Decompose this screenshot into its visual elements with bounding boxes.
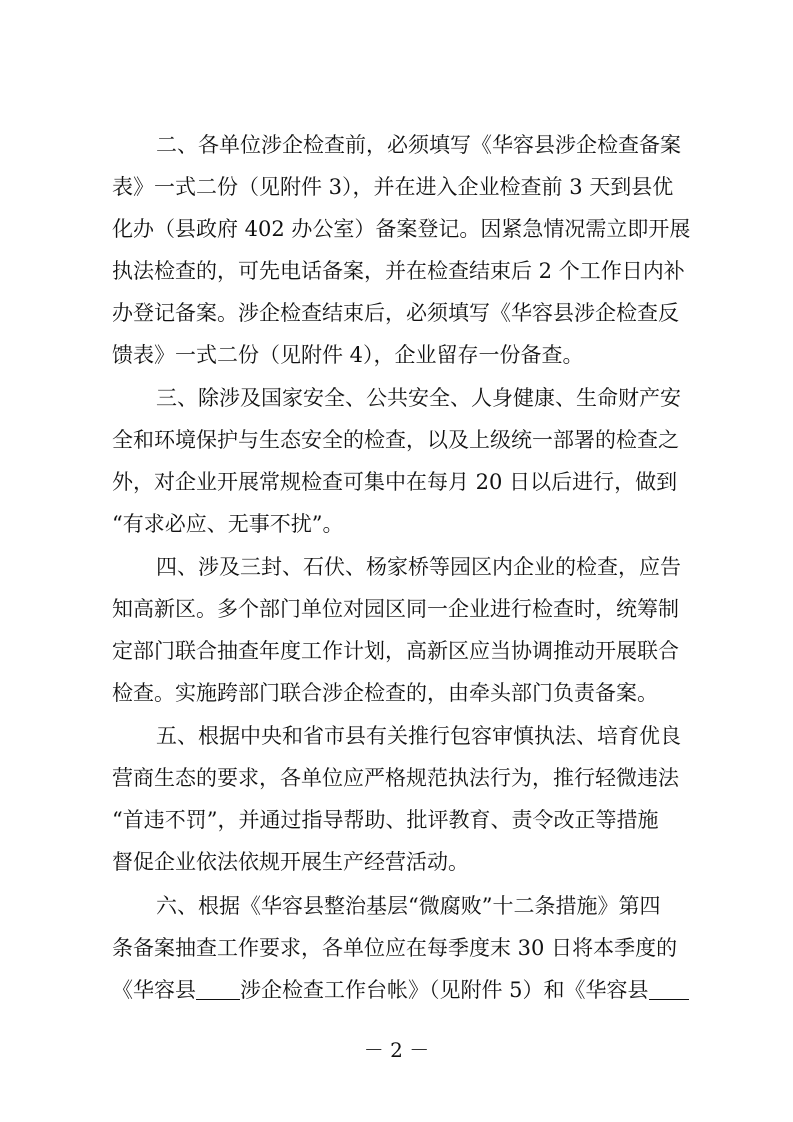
paragraph-line: 营商生态的要求，各单位应严格规范执法行为，推行轻微违法 <box>112 766 679 790</box>
paragraph-line: “有求必应、无事不扰”。 <box>112 512 344 536</box>
paragraph-line: 定部门联合抽查年度工作计划，高新区应当协调推动开展联合 <box>112 639 679 663</box>
page-number: － 2 － <box>363 1038 430 1062</box>
paragraph-line: 五、根据中央和省市县有关推行包容审慎执法、培育优良 <box>156 724 681 748</box>
paragraph-line: 条备案抽查工作要求，各单位应在每季度末 30 日将本季度的 <box>112 936 678 960</box>
paragraph-line: 六、根据《华容县整治基层“微腐败”十二条措施》第四 <box>156 894 661 918</box>
paragraph-line: 二、各单位涉企检查前，必须填写《华容县涉企检查备案 <box>156 133 681 157</box>
blank-underline <box>196 975 240 1000</box>
paragraph-line: 三、除涉及国家安全、公共安全、人身健康、生命财产安 <box>156 386 681 410</box>
paragraph-line: “首违不罚”，并通过指导帮助、批评教育、责令改正等措施 <box>112 808 659 832</box>
paragraph-line: 表》一式二份（见附件 3），并在进入企业检查前 3 天到县优 <box>112 175 674 199</box>
blank-underline <box>649 975 689 1000</box>
paragraph-line: 知高新区。多个部门单位对园区同一企业进行检查时，统筹制 <box>112 597 679 621</box>
paragraph-line <box>112 970 684 1010</box>
paragraph-line: 督促企业依法依规开展生产经营活动。 <box>112 850 469 874</box>
paragraph-line: 馈表》一式二份（见附件 4），企业留存一份备查。 <box>112 343 584 367</box>
paragraph-line: 外，对企业开展常规检查可集中在每月 20 日以后进行，做到 <box>112 470 678 494</box>
paragraph-line: 四、涉及三封、石伏、杨家桥等园区内企业的检查，应告 <box>156 555 681 579</box>
paragraph-line: 检查。实施跨部门联合涉企检查的，由牵头部门负责备案。 <box>112 681 658 705</box>
paragraph-line: 办登记备案。涉企检查结束后，必须填写《华容县涉企检查反 <box>112 301 679 325</box>
paragraph-line: 化办（县政府 402 办公室）备案登记。因紧急情况需立即开展 <box>112 217 691 241</box>
paragraph-line: 执法检查的，可先电话备案，并在检查结束后 2 个工作日内补 <box>112 259 685 283</box>
paragraph-line: 全和环境保护与生态安全的检查，以及上级统一部署的检查之 <box>112 428 679 452</box>
text-segment: 涉企检查工作台帐》（见附件 5）和《华容县 <box>240 978 649 1002</box>
text-segment: 《华容县 <box>112 978 196 1002</box>
